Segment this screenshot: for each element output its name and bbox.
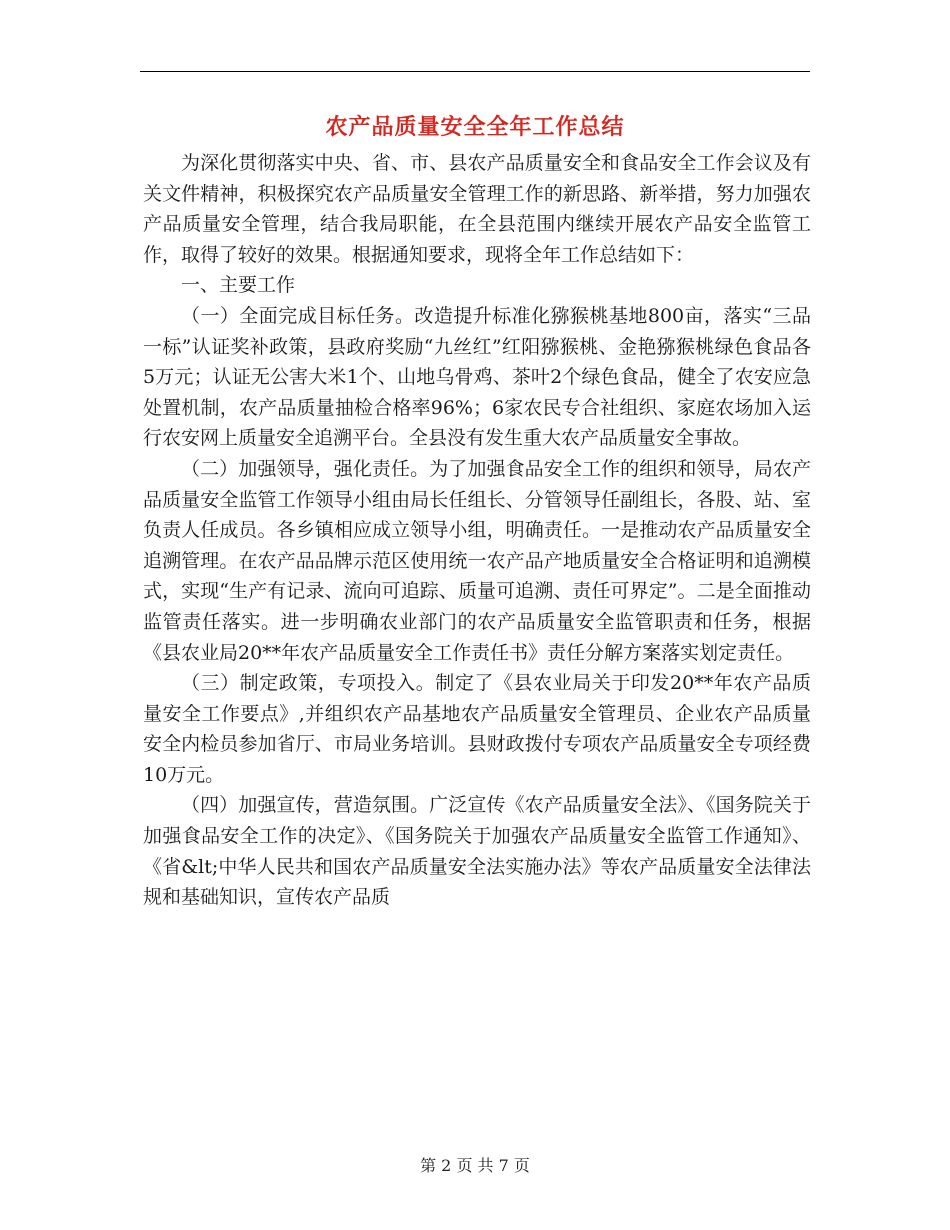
paragraph-intro: 为深化贯彻落实中央、省、市、县农产品质量安全和食品安全工作会议及有关文件精神，积极探究农产品质量安全管理工作的新思路、新举措，努力加强农产品质量安全管理，结合我局职能，在全县范围内继续开展农产品安全监管工作，取得了较好的效果。根据通知要求，现将全年工作总结如下： <box>143 152 811 266</box>
paragraph-policy: （三）制定政策，专项投入。制定了《县农业局关于印发20**年农产品质量安全工作要点》,并组织农产品基地农产品质量安全管理员、企业农产品质量安全内检员参加省厅、市局业务培训。县财政拨付专项农产品质量安全专项经费10万元。 <box>143 672 811 786</box>
paragraph-targets: （一）全面完成目标任务。改造提升标准化猕猴桃基地800亩，落实“三品一标”认证奖补政策，县政府奖励“九丝红”红阳猕猴桃、金艳猕猴桃绿色食品各5万元；认证无公害大米1个、山地乌骨鸡、茶叶2个绿色食品，健全了农安应急处置机制，农产品质量抽检合格率96%；6家农民专合社组织、家庭农场加入运行农安网上质量安全追溯平台。全县没有发生重大农产品质量安全事故。 <box>143 304 811 450</box>
document-title: 农产品质量安全全年工作总结 <box>325 114 625 140</box>
document-body <box>143 148 811 913</box>
paragraph-publicity: （四）加强宣传，营造氛围。广泛宣传《农产品质量安全法》、《国务院关于加强食品安全工作的决定》、《国务院关于加强农产品质量安全监管工作通知》、《省&lt;中华人民共和国农产品质量安全法实施办法》等农产品质量安全法律法规和基础知识，宣传农产品质 <box>143 794 811 909</box>
header-rule <box>140 71 810 72</box>
section-heading-main-work: 一、主要工作 <box>181 274 296 297</box>
paragraph-leadership: （二）加强领导，强化责任。为了加强食品安全工作的组织和领导，局农产品质量安全监管工作领导小组由局长任组长、分管领导任副组长，各股、站、室负责人任成员。各乡镇相应成立领导小组，明确责任。一是推动农产品质量安全追溯管理。在农产品品牌示范区使用统一农产品产地质量安全合格证明和追溯模式，实现“生产有记录、流向可追踪、质量可追溯、责任可界定”。二是全面推动监管责任落实。进一步明确农业部门的农产品质量安全监管职责和任务，根据《县农业局20**年农产品质量安全工作责任书》责任分解方案落实划定责任。 <box>143 457 811 664</box>
page-number: 第 2 页 共 7 页 <box>420 1156 530 1175</box>
